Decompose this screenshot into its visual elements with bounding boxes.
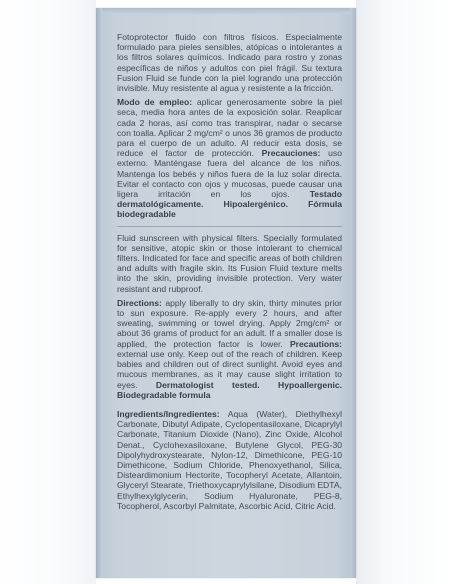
spanish-intro: Fotoprotector fluido con filtros físicos. Especialmente formulado para pieles sensibles, atópicas o intolerantes a los filtros solares químicos. Indicado para rostro y zonas específicas de niños y adultos con piel frágil. Su textura Fusion Fluid se funde con la piel logrando una protección invisible. Muy resistente al agua y resistente a la fricción. — [117, 32, 342, 94]
english-directions — [117, 298, 342, 400]
panel-left-fold — [96, 8, 102, 578]
label-text — [117, 32, 342, 511]
english-precautions-label: Precautions: — [289, 338, 342, 349]
panel-top-fold — [96, 8, 356, 14]
ingredients — [117, 409, 342, 511]
package-panel — [96, 8, 356, 578]
ingredients-label: Ingredients/Ingredientes: — [117, 408, 220, 419]
spanish-precautions-label: Precauciones: — [261, 148, 321, 159]
ingredients-text: Aqua (Water), Diethylhexyl Carbonate, Dibutyl Adipate, Cyclopentasiloxane, Dicaprylyl Carbonate, Titanium Dioxide (Nano), Zinc Oxide, Alcohol Denat., Cyclohexasiloxane, Butylene Glycol, PEG-30 Dipolyhydroxystearate, Nylon-12, Dimethicone, PEG-10 Dimethicone, Sodium Chloride, Phenoxyethanol, Silica, Disteardimonium Hectorite, Tocopheryl Acetate, Allantoin, Glyceryl Stearate, Triethoxycaprylylsilane, Disodium EDTA, Ethylhexylglycerin, Sodium Hyaluronate, PEG-8, Tocopherol, Ascorbyl Palmitate, Ascorbic Acid, Citric Acid. — [117, 408, 342, 511]
spanish-precautions-text: uso externo. Manténgase fuera del alcance de los niños. Mantenga los bebés y niños fuera de la luz solar directa. Evitar el contacto con ojos y mucosas, puede causar una ligera irritación en los ojos. — [117, 148, 342, 200]
panel-right-fold — [350, 8, 356, 578]
spanish-usage — [117, 97, 342, 219]
section-divider — [117, 226, 342, 227]
english-tested: Dermatologist tested. Hypoallergenic. Biodegradable formula — [117, 379, 342, 400]
spanish-usage-text: aplicar generosamente sobre la piel seca, media hora antes de la exposición solar. Reaplicar cada 2 horas, así como tras transpirar, nadar o secarse con toalla. Aplicar 2 mg/cm² o unos 36 gramos de producto para el cuerpo de un adulto. Al reducir esta dosis, se reduce el factor de protección. — [117, 97, 342, 159]
background-right — [356, 0, 452, 584]
english-directions-label: Directions: — [117, 297, 162, 308]
english-intro: Fluid sunscreen with physical filters. Specially formulated for sensitive, atopic skin or those intolerant to chemical filters. Indicated for face and specific areas of both children and adults with fragile skin. Its Fusion Fluid texture melts into the skin, providing invisible protection. Very water resistant and rubproof. — [117, 232, 342, 294]
background-left — [0, 0, 96, 584]
english-directions-text: apply liberally to dry skin, thirty minutes prior to sun exposure. Re-apply every 2 hours, and after sweating, swimming or towel drying. Apply 2mg/cm² or about 36 grams of product for an adult. If a smaller dose is applied, the protection factor is lower. — [117, 297, 342, 349]
spanish-usage-label: Modo de empleo: — [117, 97, 193, 108]
spanish-tested: Testado dermatológicamente. Hipoalergénico. Fórmula biodegradable — [117, 189, 342, 220]
english-precautions-text: external use only. Keep out of the reach of children. Keep babies and children out of direct sunlight. Avoid eyes and mucous membranes, as it may cause slight irritation to eyes. — [117, 348, 342, 390]
